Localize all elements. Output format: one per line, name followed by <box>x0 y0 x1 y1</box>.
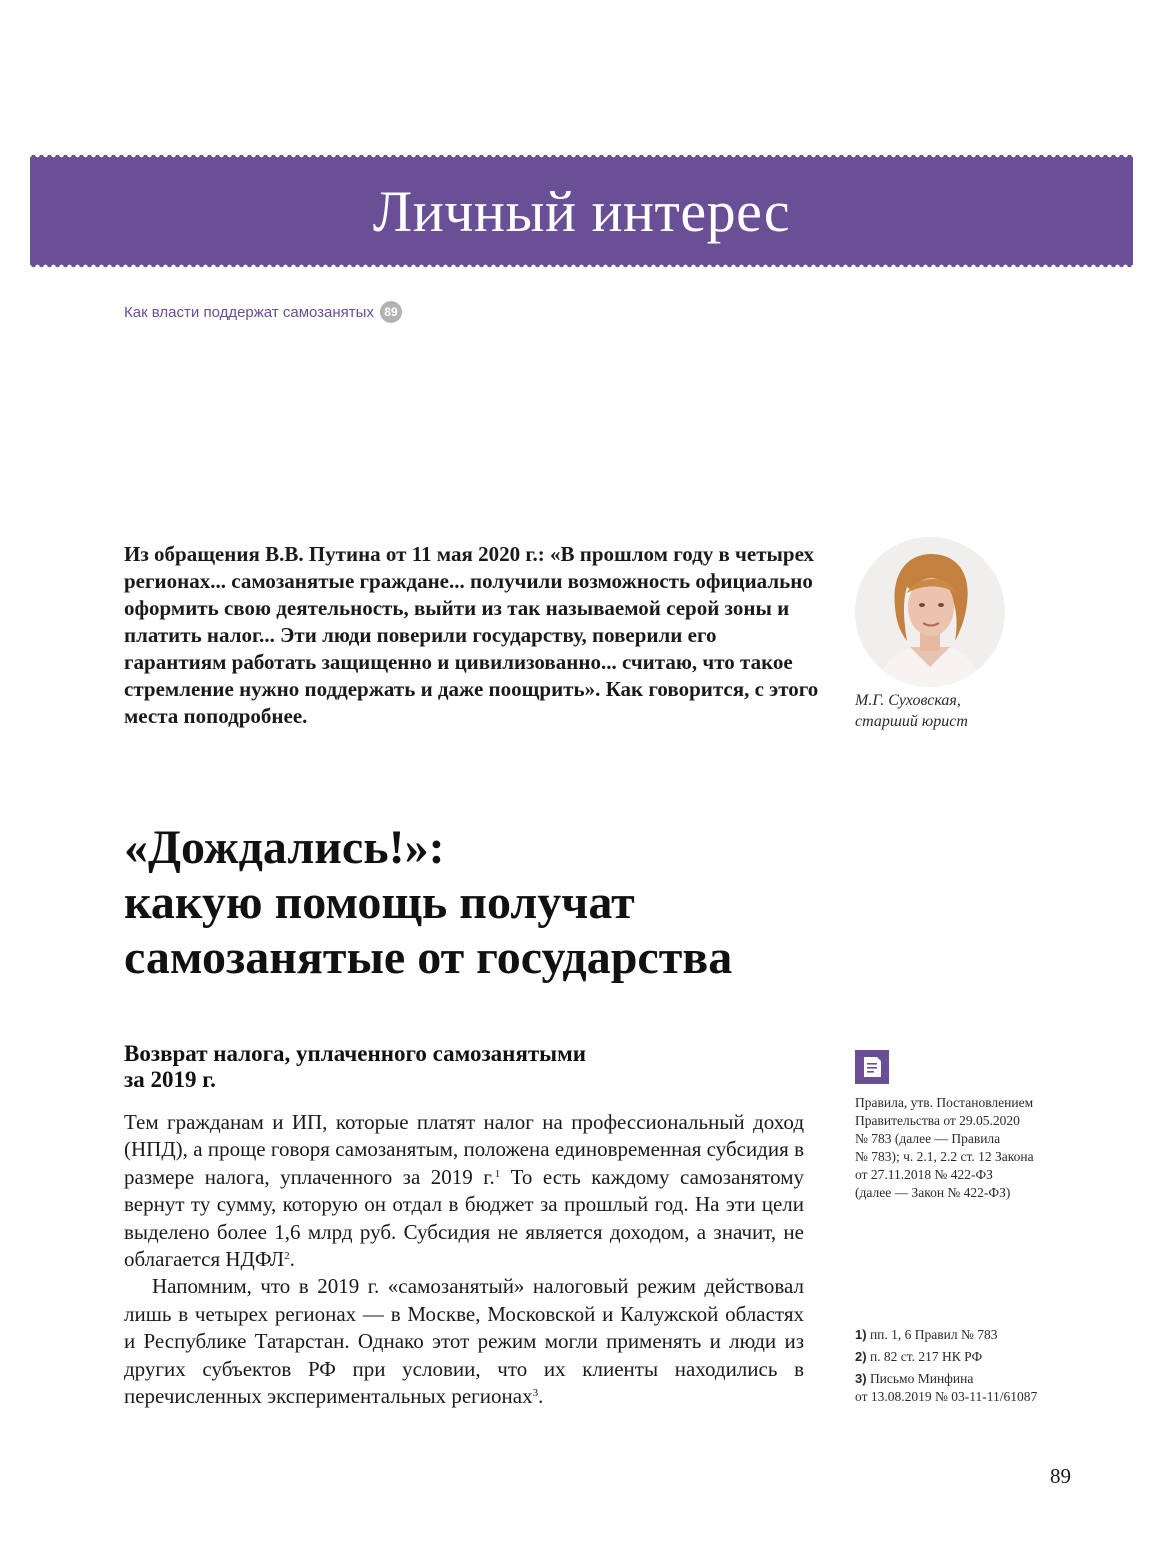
headline-line-1: «Дождались!»: <box>124 821 445 874</box>
footnote-number: 3) <box>855 1371 867 1386</box>
author-role: старший юрист <box>855 713 968 730</box>
author-caption <box>855 690 968 732</box>
legal-reference-note <box>855 1094 1075 1202</box>
page-number: 89 <box>1050 1464 1071 1488</box>
footnote-text: пп. 1, 6 Правил № 783 <box>869 1327 998 1342</box>
footnote-ref-2[interactable]: 2 <box>284 1250 290 1263</box>
note-line: Правительства от 29.05.2020 <box>855 1113 1020 1128</box>
article-headline <box>124 820 1024 985</box>
body-text: Тем гражданам и ИП, которые платят налог на профессиональный доход (НПД), а проще говоря самозанятым, положена единовременная субсидия в размере налога, уплаченного за 2019 г. <box>124 1110 804 1189</box>
note-line: Правила, утв. Постановлением <box>855 1095 1034 1110</box>
subsection-title-line-2: за 2019 г. <box>124 1067 216 1092</box>
footnote-text: Письмо Минфина <box>869 1371 974 1386</box>
breadcrumb[interactable] <box>124 301 402 323</box>
footnote-number: 1) <box>855 1327 867 1342</box>
body-text: Напомним, что в 2019 г. «самозанятый» налоговый режим действовал лишь в четырех регионах — в Москве, Московской и Калужской областях и Республике Татарстан. Однако этот режим могли применять и люди из других субъектов РФ при условии, что их клиенты находились в перечисленных экспериментальных регионах <box>124 1274 804 1409</box>
body-text: . <box>538 1384 544 1409</box>
note-line: № 783 (далее — Правила <box>855 1131 1001 1146</box>
document-icon <box>855 1050 889 1084</box>
footnotes-list <box>855 1326 1095 1410</box>
note-line: (далее — Закон № 422-ФЗ) <box>855 1185 1011 1200</box>
note-line: № 783); ч. 2.1, 2.2 ст. 12 Закона <box>855 1149 1034 1164</box>
article-body <box>124 1109 804 1410</box>
footnote-item <box>855 1326 1095 1344</box>
subsection-title-line-1: Возврат налога, уплаченного самозанятыми <box>124 1041 587 1066</box>
section-title: Личный интерес <box>372 179 791 244</box>
body-paragraph-1 <box>124 1109 804 1273</box>
note-line: от 27.11.2018 № 422-ФЗ <box>855 1167 993 1182</box>
footnote-text: от 13.08.2019 № 03-11-11/61087 <box>855 1389 1038 1404</box>
footnote-text: п. 82 ст. 217 НК РФ <box>869 1349 983 1364</box>
author-name: М.Г. Суховская, <box>855 692 961 709</box>
page-badge: 89 <box>380 301 402 323</box>
footnote-number: 2) <box>855 1349 867 1364</box>
breadcrumb-text[interactable]: Как власти поддержат самозанятых <box>124 303 374 321</box>
subsection-title <box>124 1041 784 1093</box>
footnote-ref-1[interactable]: 1 <box>494 1167 501 1180</box>
body-text: То есть каждому самозанятому вернут ту сумму, которую он отдал в бюджет за прошлый год. На эти цели выделено более 1,6 млрд руб. Субсидия не является доходом, а значит, не облагается НДФЛ <box>124 1164 804 1272</box>
footnote-ref-3[interactable]: 3 <box>532 1387 539 1400</box>
author-photo <box>855 537 1005 687</box>
body-paragraph-2 <box>124 1273 804 1410</box>
body-text: . <box>289 1247 295 1272</box>
footnote-item <box>855 1348 1095 1366</box>
headline-line-2: какую помощь получат <box>124 876 635 929</box>
author-portrait-icon <box>855 537 1005 687</box>
lead-paragraph: Из обращения В.В. Путина от 11 мая 2020 г.: «В прошлом году в четырех регионах... самозанятые граждане... получили возможность официально оформить свою деятельность, выйти из так называемой серой зоны и платить налог... Эти люди поверили государству, поверили его гарантиям работать защищенно и цивилизованно... считаю, что такое стремление нужно поддержать и даже поощрить». Как говорится, с этого места поподробнее. <box>124 542 819 728</box>
footnote-item <box>855 1370 1095 1406</box>
headline-line-3: самозанятые от государства <box>124 931 733 984</box>
